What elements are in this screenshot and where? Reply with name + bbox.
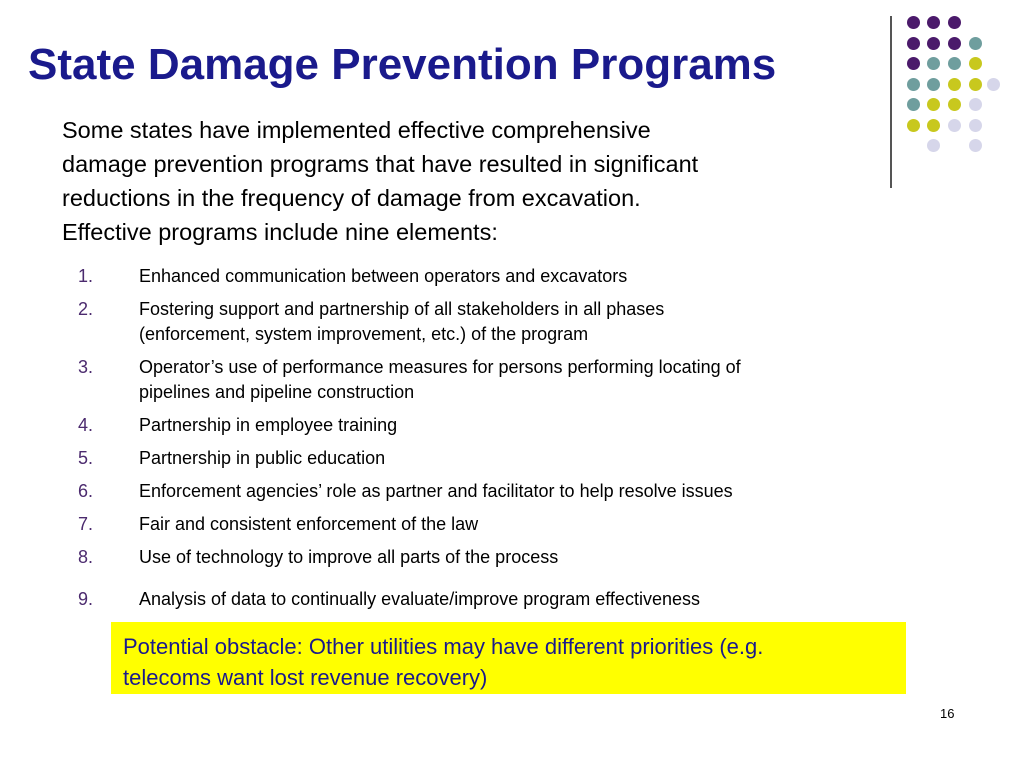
decorative-dot (907, 57, 920, 70)
item-number: 8. (78, 547, 94, 567)
elements-list (78, 264, 918, 620)
intro-line: damage prevention programs that have resulted in significant (62, 151, 699, 177)
item-text (139, 446, 918, 471)
item-text-line: Use of technology to improve all parts of the process (139, 547, 559, 567)
decorative-dot (948, 98, 961, 111)
vertical-divider (890, 16, 892, 188)
list-item (78, 413, 918, 438)
decorative-dot (907, 16, 920, 29)
list-item (78, 264, 918, 289)
decorative-dot (927, 78, 940, 91)
list-item (78, 355, 918, 405)
decorative-dot (969, 139, 982, 152)
item-text (139, 587, 918, 612)
decorative-dot (969, 119, 982, 132)
item-number: 3. (78, 357, 94, 377)
list-item (78, 545, 918, 570)
decorative-dot (927, 16, 940, 29)
item-text-line: Enforcement agencies’ role as partner and facilitator to help resolve issues (139, 481, 733, 501)
decorative-dot (927, 37, 940, 50)
item-text (139, 413, 918, 438)
decorative-dot (969, 37, 982, 50)
item-text (139, 479, 918, 504)
list-item (78, 446, 918, 471)
decorative-dot (948, 57, 961, 70)
item-number: 2. (78, 299, 94, 319)
item-text-line: Enhanced communication between operators and excavators (139, 266, 628, 286)
item-text-line: (enforcement, system improvement, etc.) of the program (139, 324, 589, 344)
decorative-dot (948, 16, 961, 29)
item-text-line: Partnership in employee training (139, 415, 398, 435)
decorative-dot (969, 78, 982, 91)
intro-line: reductions in the frequency of damage from excavation. (62, 185, 641, 211)
item-number: 1. (78, 266, 94, 286)
list-item (78, 587, 918, 612)
decorative-dot (927, 98, 940, 111)
item-text-line: pipelines and pipeline construction (139, 382, 415, 402)
item-text (139, 297, 918, 347)
decorative-dot (948, 119, 961, 132)
intro-line: Some states have implemented effective comprehensive (62, 117, 651, 143)
list-item (78, 512, 918, 537)
decorative-dot (987, 78, 1000, 91)
item-number: 4. (78, 415, 94, 435)
item-text-line: Partnership in public education (139, 448, 386, 468)
item-text-line: Fostering support and partnership of all stakeholders in all phases (139, 299, 665, 319)
item-text (139, 264, 918, 289)
intro-paragraph (62, 113, 842, 249)
decorative-dot (948, 37, 961, 50)
decorative-dot (927, 57, 940, 70)
decorative-dot-grid (907, 16, 1017, 166)
list-item (78, 297, 918, 347)
decorative-dot (907, 119, 920, 132)
callout-line: Potential obstacle: Other utilities may have different priorities (e.g. (123, 634, 764, 659)
decorative-dot (927, 139, 940, 152)
decorative-dot (969, 98, 982, 111)
item-text (139, 355, 918, 405)
item-number: 7. (78, 514, 94, 534)
decorative-dot (948, 78, 961, 91)
item-text (139, 545, 918, 570)
item-number: 6. (78, 481, 94, 501)
item-text-line: Operator’s use of performance measures for persons performing locating of (139, 357, 741, 377)
intro-line: Effective programs include nine elements: (62, 219, 498, 245)
item-text-line: Analysis of data to continually evaluate/improve program effectiveness (139, 589, 700, 609)
item-text (139, 512, 918, 537)
decorative-dot (907, 78, 920, 91)
slide-title: State Damage Prevention Programs (28, 40, 777, 89)
item-number: 9. (78, 589, 94, 609)
item-number: 5. (78, 448, 94, 468)
decorative-dot (969, 57, 982, 70)
callout-box (111, 622, 906, 694)
decorative-dot (927, 119, 940, 132)
list-item (78, 479, 918, 504)
item-text-line: Fair and consistent enforcement of the law (139, 514, 479, 534)
decorative-dot (907, 37, 920, 50)
decorative-dot (907, 98, 920, 111)
callout-line: telecoms want lost revenue recovery) (123, 665, 488, 690)
page-number: 16 (940, 706, 955, 721)
